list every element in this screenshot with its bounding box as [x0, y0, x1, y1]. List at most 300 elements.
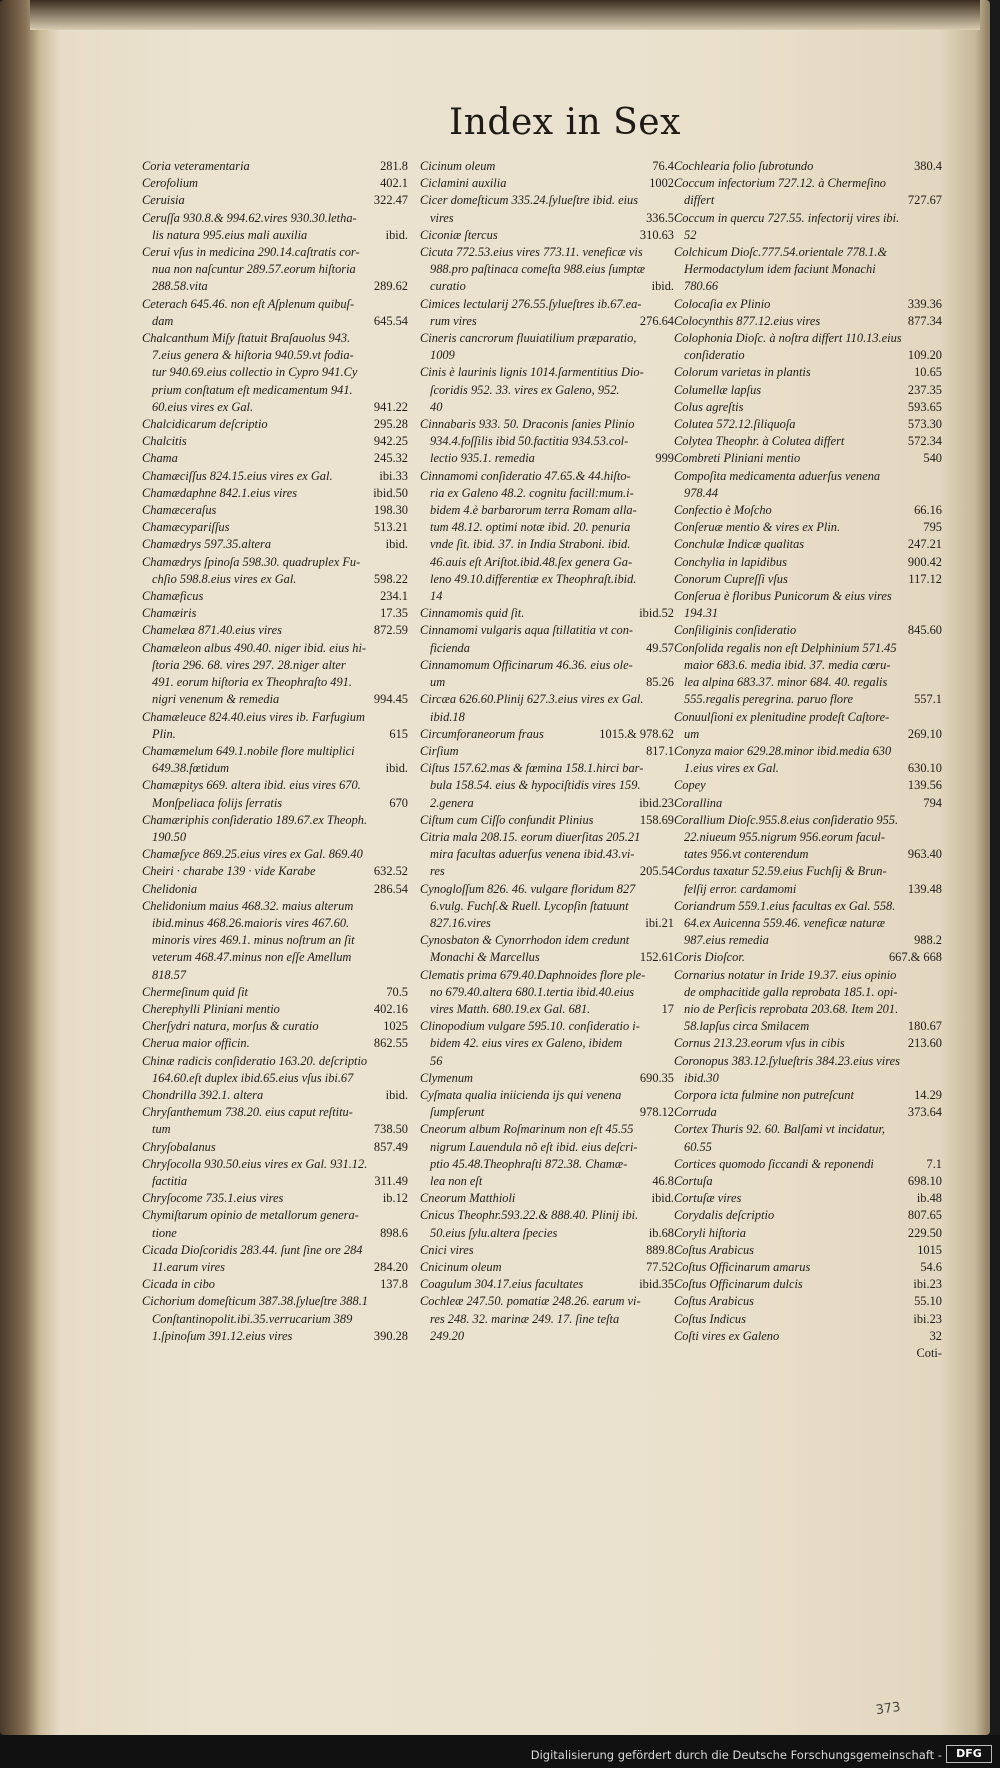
page-reference: ibid.23	[639, 795, 674, 810]
index-entry-line: nua non naſcuntur 289.57.eorum hiſtoria	[152, 262, 356, 277]
index-entry-line: differt	[684, 193, 715, 208]
index-entry	[142, 1139, 408, 1156]
index-entry-line: Monachi & Marcellus	[430, 950, 540, 965]
page-reference: 573.30	[907, 417, 942, 432]
index-entry	[142, 1190, 408, 1207]
index-entry	[420, 691, 674, 725]
page-reference: 898.6	[380, 1225, 408, 1240]
index-entry-line: Cerofolium	[142, 176, 198, 191]
page-reference: 70.5	[386, 984, 408, 999]
index-entry-line: Corydalis deſcriptio	[674, 1208, 775, 1223]
index-entry-line: ibid.30	[684, 1070, 719, 1085]
index-entry-line: 60.eius vires ex Gal.	[152, 399, 254, 414]
index-entry-line: Coccum in quercu 727.55. infectorij vires ibi.	[674, 210, 900, 225]
index-entry-line: Conſerua è floribus Punicorum & eius vires	[674, 589, 892, 604]
index-entry-line: Citria mala 208.15. eorum diuerſitas 205.21	[420, 829, 641, 844]
index-entry-line: lectio 935.1. remedia	[430, 451, 535, 466]
index-entry-line: Chamæriphis conſideratio 189.67.ex Theoph.	[142, 812, 368, 827]
page-reference: 10.65	[914, 365, 942, 380]
index-entry-line: Combreti Pliniani mentio	[674, 451, 801, 466]
index-entry	[674, 210, 942, 244]
index-entry-line: Coriandrum 559.1.eius facultas ex Gal. 558.	[674, 898, 896, 913]
index-entry-line: vires	[430, 210, 454, 225]
index-entry-line: Cinnamomi conſideratio 47.65.& 44.hiſto-	[420, 468, 631, 483]
index-entry-line: Copey	[674, 778, 706, 793]
page-reference: ibi.23	[913, 1311, 942, 1326]
index-entry	[142, 192, 408, 209]
index-entry-line: 46.auis eſt Ariſtot.ibid.48.ſex genera Ga-	[430, 554, 633, 569]
index-entry-line: rum vires	[430, 313, 477, 328]
index-entry	[420, 881, 674, 933]
index-entry-line: Corruda	[674, 1105, 717, 1120]
index-entry-line: ibid.minus 468.26.maioris vires 467.60.	[152, 915, 350, 930]
page-reference: 593.65	[907, 399, 942, 414]
index-column-1	[142, 158, 408, 1345]
index-entry	[420, 158, 674, 175]
index-entry	[674, 158, 942, 175]
index-entry	[674, 1035, 942, 1052]
page-reference: 234.1	[380, 589, 408, 604]
page-reference: 158.69	[639, 812, 674, 827]
page-reference: 698.10	[907, 1173, 942, 1188]
index-entry-line: bidem 42. eius vires ex Galeno, ibidem	[430, 1036, 623, 1051]
page-reference: 540	[923, 451, 942, 466]
index-entry-line: tur 940.69.eius collectio in Cypro 941.Cy	[152, 365, 358, 380]
index-entry	[420, 622, 674, 656]
index-entry-line: Cicer domeſticum 335.24.ſylueſtre ibid. eius	[420, 193, 639, 208]
index-entry	[142, 1035, 408, 1052]
index-entry-line: ria ex Galeno 48.2. cognitu facill:mum.i-	[430, 485, 634, 500]
index-entry	[420, 760, 674, 812]
index-entry	[142, 485, 408, 502]
page-reference: ib.48	[916, 1191, 942, 1206]
page-reference: 32	[929, 1328, 942, 1343]
index-entry-line: 2.genera	[430, 795, 474, 810]
page-reference: ibid.	[651, 279, 674, 294]
index-entry-line: 6.vulg. Fuchſ.& Ruell. Lycopſin ſtatuunt	[430, 898, 629, 913]
page-reference: ibi.23	[913, 1277, 942, 1292]
index-entry-line: Cordus taxatur 52.59.eius Fuchſij & Brun-	[674, 864, 887, 879]
index-entry-line: Cineris cancrorum fluuiatilium præparatio,	[420, 331, 637, 346]
page-reference: 310.63	[639, 227, 674, 242]
page-reference: 963.40	[907, 847, 942, 862]
index-entry-line: Circumforaneorum fraus	[420, 726, 544, 741]
page-reference: 14.29	[914, 1087, 942, 1102]
index-entry-line: 11.earum vires	[152, 1260, 225, 1274]
page-reference: 598.22	[373, 571, 408, 586]
index-entry	[142, 1053, 408, 1087]
index-entry-line: Confectio è Moſcho	[674, 503, 772, 518]
index-entry	[420, 192, 674, 226]
index-entry-line: Ciconiæ ſtercus	[420, 227, 498, 242]
index-entry-line: Conorum Cupreſſi vſus	[674, 571, 788, 586]
page-reference: 117.12	[908, 571, 942, 586]
index-entry-line: 978.44	[684, 485, 719, 500]
index-entry	[674, 1087, 942, 1104]
index-entry-line: Cinis è laurinis lignis 1014.ſarmentitius Dio-	[420, 365, 644, 380]
page-reference: 1015.& 978.62	[599, 726, 674, 741]
index-entry	[674, 1156, 942, 1173]
index-entry	[142, 1001, 408, 1018]
index-entry-line: 194.31	[684, 606, 719, 621]
index-entry	[142, 158, 408, 175]
page-reference: 336.5	[646, 210, 674, 225]
page-reference: ibid.	[385, 537, 408, 552]
index-entry-line: Conuulſioni ex plenitudine prodeſt Caſtore-	[674, 709, 890, 724]
index-entry	[674, 364, 942, 381]
page-reference: 289.62	[373, 279, 408, 294]
index-entry	[674, 450, 942, 467]
index-entry	[674, 502, 942, 519]
index-entry	[420, 1276, 674, 1293]
index-entry	[674, 640, 942, 709]
index-entry	[674, 1276, 942, 1293]
index-entry-line: Coſtus Arabicus	[674, 1242, 754, 1257]
index-entry-line: Cortices quomodo ſiccandi & reponendi	[674, 1156, 874, 1171]
index-entry	[142, 296, 408, 330]
index-entry	[674, 1207, 942, 1224]
index-entry-line: Cynosbaton & Cynorrhodon idem credunt	[420, 933, 630, 948]
index-entry-line: Conſiliginis conſideratio	[674, 623, 797, 638]
page-reference: ibid.	[385, 227, 408, 242]
index-entry-line: 818.57	[152, 967, 187, 982]
page-reference: 17.35	[380, 606, 408, 621]
index-entry	[674, 795, 942, 812]
index-entry	[674, 588, 942, 622]
index-entry-line: no 679.40.altera 680.1.tertia ibid.40.eius	[430, 984, 635, 999]
index-entry-line: Cinnamomis quid ſit.	[420, 606, 525, 621]
index-entry-line: 58.lapſus circa Smilacem	[684, 1019, 810, 1034]
index-entry-line: Cochlearia folio ſubrotundo	[674, 159, 814, 173]
index-entry	[142, 1104, 408, 1138]
page-reference: 373.64	[907, 1105, 942, 1120]
index-entry-line: Conchulæ Indicæ qualitas	[674, 537, 805, 552]
index-entry	[142, 588, 408, 605]
page-reference: 845.60	[907, 623, 942, 638]
index-entry	[674, 554, 942, 571]
index-entry-line: conſideratio	[684, 348, 745, 363]
index-entry-line: Colchicum Dioſc.777.54.orientale 778.1.&	[674, 245, 888, 260]
index-entry	[142, 554, 408, 588]
index-entry	[420, 330, 674, 364]
page-reference: 237.35	[907, 382, 942, 397]
index-entry	[420, 812, 674, 829]
index-entry-line: 7.eius genera & hiſtoria 940.59.vt fodia-	[152, 348, 354, 363]
index-entry-line: Ciclamini auxilia	[420, 176, 507, 191]
index-entry-line: Cinnamomum Officinarum 46.36. eius ole-	[420, 657, 633, 672]
index-entry	[420, 743, 674, 760]
page-reference: 690.35	[639, 1070, 674, 1085]
page-reference: 77.52	[646, 1260, 674, 1274]
index-entry-line: Chama	[142, 451, 178, 466]
index-entry-line: Chamæciſſus 824.15.eius vires ex Gal.	[142, 468, 333, 483]
index-entry	[674, 468, 942, 502]
page-reference: 49.57	[646, 640, 674, 655]
index-entry-line: Chamæceraſus	[142, 503, 217, 518]
index-entry	[674, 949, 942, 966]
index-entry	[142, 709, 408, 743]
index-entry	[420, 227, 674, 244]
index-entry	[142, 416, 408, 433]
index-entry-line: 164.60.eſt duplex ibid.65.eius vſus ibi.67	[152, 1070, 354, 1085]
index-entry	[142, 881, 408, 898]
index-entry-line: Chamædrys 597.35.altera	[142, 537, 272, 552]
page-reference: 139.48	[907, 881, 942, 896]
index-entry	[142, 1018, 408, 1035]
index-entry	[674, 296, 942, 313]
index-entry-line: Conyza maior 629.28.minor ibid.media 630	[674, 743, 892, 758]
index-entry-line: Cochleæ 247.50. pomatiæ 248.26. earum vi-	[420, 1294, 641, 1309]
index-entry-line: Chamædaphne 842.1.eius vires	[142, 485, 298, 500]
index-entry	[420, 932, 674, 966]
index-entry-line: Chalcidicarum deſcriptio	[142, 417, 268, 432]
index-entry-line: Cinnamomi vulgaris aqua ſtillatitia vt con-	[420, 623, 634, 638]
index-entry-line: Chryſocome 735.1.eius vires	[142, 1191, 284, 1206]
index-entry-line: 1.eius vires ex Gal.	[684, 761, 779, 776]
index-entry	[674, 399, 942, 416]
index-entry-line: res	[430, 864, 445, 879]
index-entry-line: Cnicus Theophr.593.22.& 888.40. Plinij ibi.	[420, 1208, 639, 1223]
index-entry-line: 649.38.fœtidum	[152, 761, 230, 776]
index-entry-line: Clinopodium vulgare 595.10. conſideratio i-	[420, 1019, 640, 1034]
page-reference: ib.12	[382, 1191, 408, 1206]
index-entry	[142, 1242, 408, 1276]
index-entry-line: Cortuſæ vires	[674, 1191, 742, 1206]
index-entry-line: 987.eius remedia	[684, 933, 769, 948]
index-entry-line: Coria veteramentaria	[142, 159, 250, 173]
page-reference: ibid.	[385, 1087, 408, 1102]
index-entry-line: tione	[152, 1225, 177, 1240]
index-entry-line: Ceterach 645.46. non eſt Aſplenum quibuſ-	[142, 296, 355, 311]
page-reference: 152.61	[639, 950, 674, 965]
page-reference: 198.30	[373, 503, 408, 518]
index-entry-line: Corallium Dioſc.955.8.eius conſideratio 955.	[674, 812, 899, 827]
index-entry	[142, 777, 408, 811]
index-entry	[420, 175, 674, 192]
index-entry-line: nigrum Lauendula nõ eſt ibid. eius deſcri-	[430, 1139, 638, 1154]
index-entry	[420, 1207, 674, 1241]
page-reference: ibid.52	[639, 606, 674, 621]
index-entry-line: felſij error. cardamomi	[684, 881, 797, 896]
index-entry-line: 190.50	[152, 829, 187, 844]
index-entry	[674, 622, 942, 639]
page-reference: 557.1	[914, 692, 942, 707]
page-reference: 999	[655, 451, 674, 466]
page-reference: 76.4	[652, 159, 674, 173]
index-entry-line: mira facultas aduerſus venena ibid.43.vi-	[430, 847, 635, 862]
index-entry-line: Ciſtum cum Ciſſo confundit Plinius	[420, 812, 594, 827]
index-entry-line: leno 49.10.differentiæ ex Theophraſt.ibid.	[430, 571, 637, 586]
index-entry-line: 288.58.vita	[152, 279, 208, 294]
index-entry	[674, 1104, 942, 1121]
index-entry-line: bidem 4.è barbarorum terra Romam alla-	[430, 503, 637, 518]
index-entry-line: Conſolida regalis non eſt Delphinium 571.45	[674, 640, 897, 655]
page-reference: 281.8	[380, 159, 408, 173]
index-entry-line: Cornarius notatur in Iride 19.37. eius opinio	[674, 967, 897, 982]
page-reference: 339.36	[907, 296, 942, 311]
index-entry-line: Coſti vires ex Galeno	[674, 1328, 780, 1343]
index-entry-line: Chryſanthemum 738.20. eius caput reſtitu-	[142, 1105, 353, 1120]
index-entry-line: Coris Dioſcor.	[674, 950, 745, 965]
index-entry-line: ſcoridis 952. 33. vires ex Galeno, 952.	[430, 382, 620, 397]
index-entry-line: lea non eſt	[430, 1173, 483, 1188]
index-entry-line: Chelidonia	[142, 881, 198, 896]
index-entry	[142, 536, 408, 553]
index-entry	[674, 898, 942, 950]
index-entry-line: 491. eorum hiſtoria ex Theophraſto 491.	[152, 675, 352, 690]
index-entry	[674, 1173, 942, 1190]
index-entry-line: Cneorum album Roſmarinum non eſt 45.55	[420, 1122, 634, 1137]
page-reference: 889.8	[646, 1242, 674, 1257]
index-entry-line: Colocynthis 877.12.eius vires	[674, 313, 821, 328]
page-reference: ibid.	[385, 761, 408, 776]
page-reference: 632.52	[373, 864, 408, 879]
index-entry-line: Coſtus Arabicus	[674, 1294, 754, 1309]
index-entry-line: Chamæficus	[142, 589, 204, 604]
page-reference: 513.21	[373, 520, 408, 535]
index-entry	[142, 743, 408, 777]
index-entry	[142, 1207, 408, 1241]
index-entry-line: Cichorium domeſticum 387.38.ſylueſtre 388.1	[142, 1294, 368, 1309]
page-reference: 276.64	[639, 313, 674, 328]
index-entry	[142, 210, 408, 244]
index-entry-line: 934.4.foſſilis ibid 50.factitia 934.53.col-	[430, 434, 629, 449]
index-entry	[420, 416, 674, 468]
page-reference: ib.68	[648, 1225, 674, 1240]
index-entry	[142, 244, 408, 296]
page-reference: 978.12	[639, 1105, 674, 1120]
index-entry	[420, 296, 674, 330]
index-entry	[420, 364, 674, 416]
page-reference: ibi.21	[645, 915, 674, 930]
index-entry-line: 14	[430, 589, 443, 604]
index-entry	[420, 244, 674, 296]
index-entry-line: Clematis prima 679.40.Daphnoides flore ple-	[420, 967, 646, 982]
dfg-logo: DFG	[946, 1745, 992, 1763]
index-entry-line: Columellæ lapſus	[674, 382, 762, 397]
index-entry	[142, 984, 408, 1001]
index-entry-line: Cornus 213.23.eorum vſus in cibis	[674, 1036, 845, 1051]
index-entry-line: Cortuſa	[674, 1173, 713, 1188]
index-entry-line: Chalcitis	[142, 434, 187, 449]
index-entry	[674, 1225, 942, 1242]
index-entry-line: Cicada Dioſcoridis 283.44. ſunt ſine ore 284	[142, 1242, 363, 1257]
index-entry	[674, 571, 942, 588]
index-entry-line: Chinæ radicis conſideratio 163.20. deſcriptio	[142, 1053, 368, 1068]
index-entry-line: Cnicinum oleum	[420, 1260, 502, 1274]
index-entry-line: Coryli hiſtoria	[674, 1225, 746, 1240]
index-entry	[420, 1070, 674, 1087]
index-entry-line: um	[684, 726, 700, 741]
page-reference: 85.26	[646, 675, 674, 690]
page-reference: 245.32	[373, 451, 408, 466]
index-entry-line: Chermeſinum quid ſit	[142, 984, 249, 999]
page-reference: 322.47	[373, 193, 408, 208]
index-entry	[674, 1293, 942, 1310]
index-entry	[420, 468, 674, 606]
index-entry	[420, 1087, 674, 1121]
index-entry-line: nigri venenum & remedia	[152, 692, 280, 707]
index-entry	[142, 1087, 408, 1104]
index-entry-line: Chelidonium maius 468.32. maius alterum	[142, 898, 354, 913]
index-entry-line: 64.ex Auicenna 559.46. veneficæ naturæ	[684, 915, 886, 930]
index-entry-line: nio de Perſicis reprobata 203.68. Item 201.	[684, 1001, 899, 1016]
index-entry-line: Colorum varietas in plantis	[674, 365, 811, 380]
index-entry-line: Chamæpitys 669. altera ibid. eius vires 670.	[142, 778, 361, 793]
index-entry	[674, 709, 942, 743]
index-entry-line: 1009	[430, 348, 455, 363]
index-entry-line: chſio 598.8.eius vires ex Gal.	[152, 571, 297, 586]
index-entry	[674, 433, 942, 450]
index-entry	[142, 622, 408, 639]
index-entry	[674, 1190, 942, 1207]
index-entry-line: Cyſmata qualia iniicienda ijs qui venena	[420, 1087, 622, 1102]
index-entry-line: ficienda	[430, 640, 470, 655]
index-entry	[674, 536, 942, 553]
index-entry	[674, 1121, 942, 1155]
page-reference: ibi.33	[379, 468, 408, 483]
index-entry-line: Colocaſia ex Plinio	[674, 296, 771, 311]
index-entry-line: Ceruisia	[142, 193, 185, 208]
index-entry	[142, 898, 408, 984]
page-reference: 17	[661, 1001, 674, 1016]
index-entry-line: Cinnabaris 933. 50. Draconis ſanies Plinio	[420, 417, 635, 432]
digitization-credit: Digitalisierung gefördert durch die Deutsche Forschungsgemeinschaft -	[530, 1748, 942, 1762]
page-reference: 1002	[649, 176, 674, 191]
page-reference: 295.28	[373, 417, 408, 432]
page-reference: 46.8	[652, 1173, 674, 1188]
pencil-mark: 373	[874, 1699, 902, 1719]
index-entry-line: tum 48.12. optimi notæ ibid. 20. penuria	[430, 520, 631, 535]
page-reference: 66.16	[914, 503, 942, 518]
index-entry-line: veterum 468.47.minus non eſſe Amellum	[152, 950, 352, 965]
index-entry	[420, 1242, 674, 1259]
page-reference: 284.20	[373, 1259, 408, 1274]
index-entry-line: Coagulum 304.17.eius facultates	[420, 1277, 584, 1292]
index-entry	[142, 812, 408, 846]
page-reference: 286.54	[373, 881, 408, 896]
index-column-2	[420, 158, 674, 1345]
page-reference: 727.67	[907, 193, 942, 208]
index-entry-line: Cirſium	[420, 743, 459, 758]
index-entry	[674, 777, 942, 794]
index-entry-line: ſumpſerunt	[430, 1105, 485, 1120]
index-entry-line: Coccum infectorium 727.12. à Chermeſino	[674, 176, 886, 191]
page-reference: 54.6	[920, 1260, 942, 1274]
index-entry-line: 60.55	[684, 1139, 712, 1154]
page-reference: 738.50	[373, 1122, 408, 1137]
index-entry-line: Cherua maior officin.	[142, 1036, 250, 1051]
page-reference: 180.67	[907, 1019, 942, 1034]
index-entry-line: tates 956.vt conterendum	[684, 847, 809, 862]
index-entry-line: Coſtus Indicus	[674, 1311, 746, 1326]
index-entry	[674, 175, 942, 209]
index-entry	[420, 1293, 674, 1345]
index-entry-line: Chamæmelum 649.1.nobile flore multiplici	[142, 743, 355, 758]
index-entry-line: Colophonia Dioſc. à noſtra differt 110.13.eius	[674, 331, 902, 346]
index-entry-line: Monſpeliaca folijs ſerratis	[152, 795, 283, 810]
index-entry-line: Cicinum oleum	[420, 159, 496, 173]
index-entry-line: 827.16.vires	[430, 915, 491, 930]
index-entry-line: Chamædrys ſpinoſa 598.30. quadruplex Fu-	[142, 554, 361, 569]
index-entry	[674, 416, 942, 433]
index-entry	[674, 967, 942, 1036]
index-entry	[674, 1259, 942, 1276]
index-entry-line: Cneorum Matthioli	[420, 1191, 516, 1206]
index-entry-line: res 248. 32. marinæ 249. 17. ſine teſta	[430, 1311, 620, 1326]
index-entry	[142, 605, 408, 622]
page-reference: 630.10	[907, 761, 942, 776]
